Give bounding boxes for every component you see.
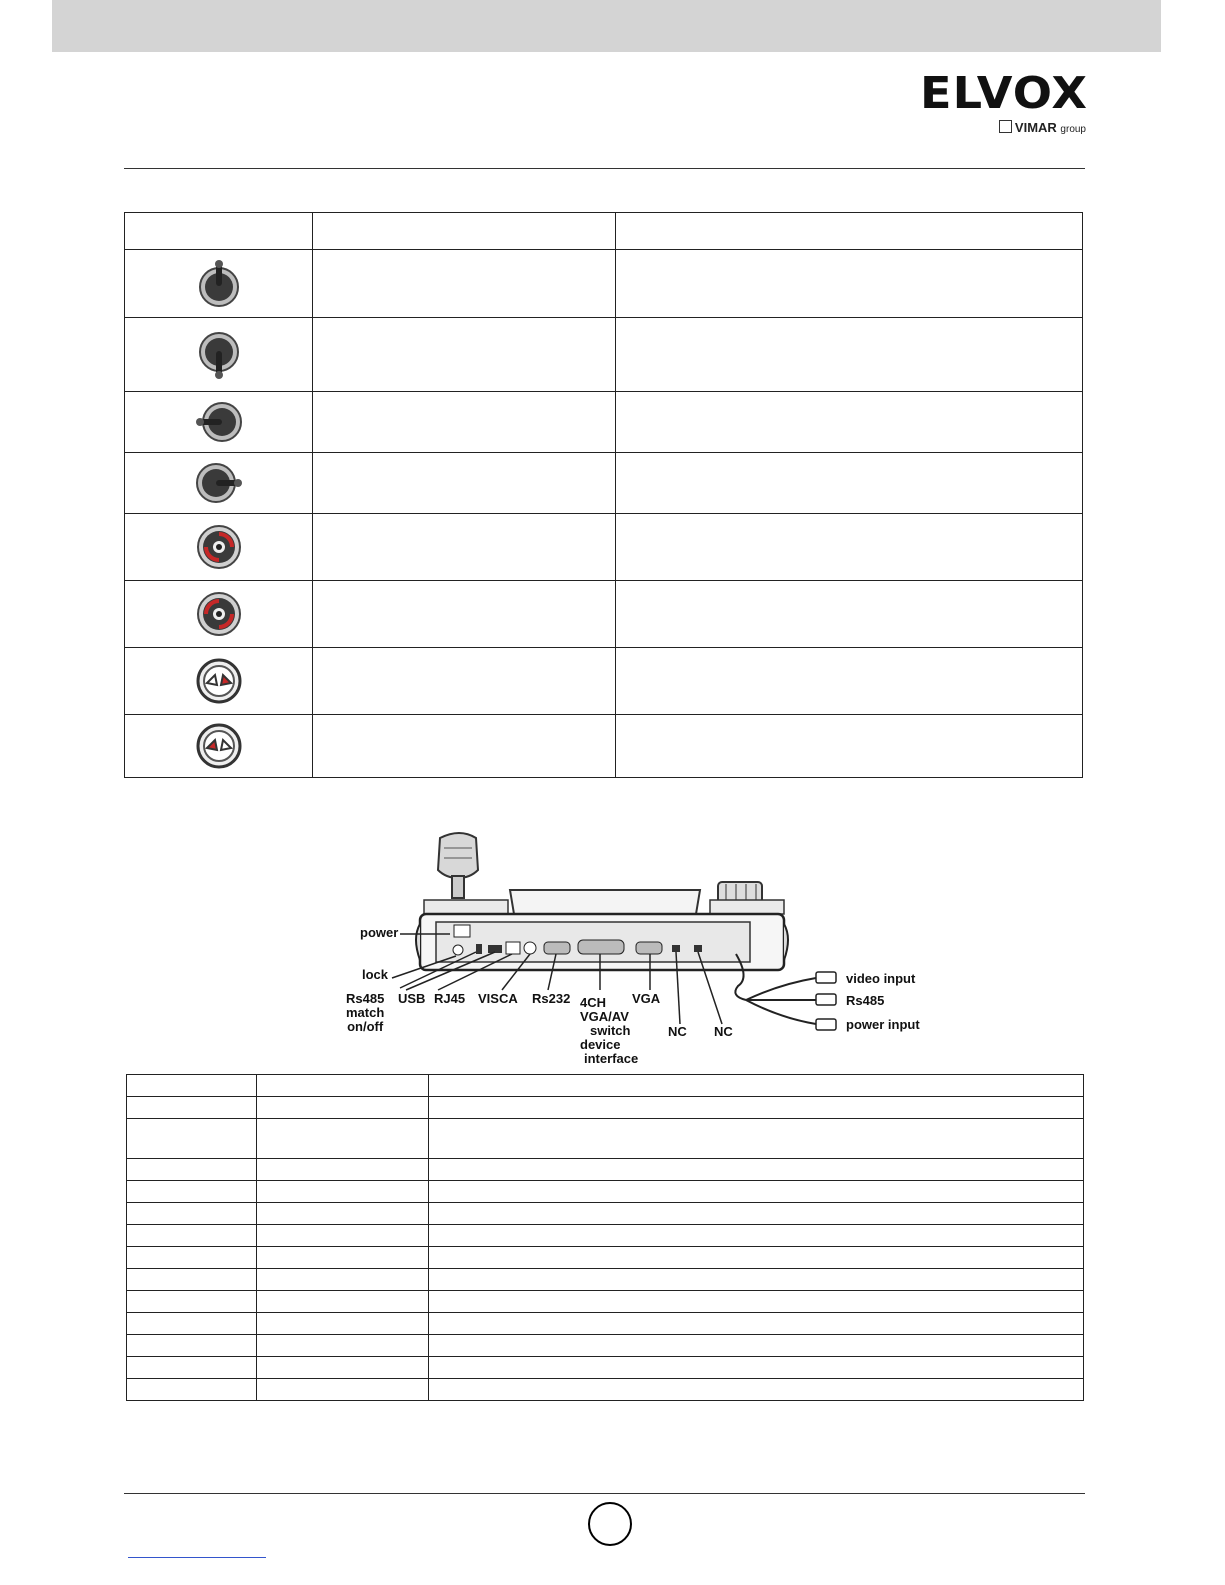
logo-subbrand-suffix: group bbox=[1060, 124, 1086, 135]
icon-cell bbox=[125, 581, 313, 648]
logo-subbrand-name: VIMAR bbox=[1014, 120, 1057, 135]
table-row bbox=[125, 715, 1083, 778]
label-rj45: RJ45 bbox=[434, 991, 466, 1006]
label-usb: USB bbox=[398, 991, 426, 1006]
keyboard-rear-illustration bbox=[340, 828, 940, 1073]
footer-rule bbox=[124, 1493, 1085, 1494]
label-rs485-match-line3: on/off bbox=[347, 1019, 384, 1034]
header-cell-icon bbox=[125, 213, 313, 250]
table-row bbox=[127, 1097, 1084, 1119]
label-switch-line5: interface bbox=[584, 1051, 639, 1066]
joystick-left-icon bbox=[195, 396, 243, 448]
header-cell-number bbox=[127, 1075, 257, 1097]
table-cell bbox=[257, 1159, 429, 1181]
table-cell bbox=[429, 1379, 1084, 1401]
interfaces-table bbox=[126, 1074, 1084, 1401]
label-power: power bbox=[360, 925, 399, 940]
table-row bbox=[127, 1379, 1084, 1401]
table-row bbox=[127, 1225, 1084, 1247]
table-cell bbox=[127, 1357, 257, 1379]
table-row bbox=[127, 1291, 1084, 1313]
action-cell bbox=[313, 250, 616, 318]
description-cell bbox=[616, 250, 1083, 318]
header-cell-interface bbox=[257, 1075, 429, 1097]
logo-wordmark: ELVOX bbox=[920, 68, 1089, 119]
table-cell bbox=[429, 1357, 1084, 1379]
rear-panel-diagram bbox=[340, 828, 940, 1073]
table-cell bbox=[429, 1313, 1084, 1335]
table-row bbox=[127, 1181, 1084, 1203]
table-cell bbox=[429, 1225, 1084, 1247]
action-cell bbox=[313, 715, 616, 778]
table-cell bbox=[257, 1097, 429, 1119]
table-row bbox=[125, 318, 1083, 392]
table-cell bbox=[257, 1313, 429, 1335]
label-nc-1: NC bbox=[668, 1024, 687, 1039]
label-nc-2: NC bbox=[714, 1024, 733, 1039]
joystick-right-icon bbox=[195, 457, 243, 509]
table-cell bbox=[127, 1097, 257, 1119]
joystick-rotate-clockwise-icon bbox=[195, 521, 243, 573]
label-video-input: video input bbox=[846, 971, 916, 986]
description-cell bbox=[616, 581, 1083, 648]
table-cell bbox=[257, 1225, 429, 1247]
table-cell bbox=[127, 1181, 257, 1203]
table-cell bbox=[257, 1119, 429, 1159]
label-rs485-match-line2: match bbox=[346, 1005, 385, 1020]
description-cell bbox=[616, 392, 1083, 453]
brand-logo bbox=[920, 70, 1088, 140]
table-cell bbox=[257, 1379, 429, 1401]
table-cell bbox=[257, 1291, 429, 1313]
header-rule bbox=[124, 168, 1085, 169]
table-cell bbox=[257, 1181, 429, 1203]
joystick-rotate-counterclockwise-icon bbox=[195, 588, 243, 640]
table-cell bbox=[127, 1225, 257, 1247]
table-row bbox=[127, 1159, 1084, 1181]
description-cell bbox=[616, 715, 1083, 778]
label-rs232: Rs232 bbox=[532, 991, 571, 1006]
table-cell bbox=[429, 1291, 1084, 1313]
interfaces-table-header-row bbox=[127, 1075, 1084, 1097]
joystick-down-icon bbox=[195, 329, 243, 381]
table-cell bbox=[429, 1119, 1084, 1159]
label-rs485: Rs485 bbox=[846, 993, 885, 1008]
description-cell bbox=[616, 318, 1083, 392]
footer-link-underline[interactable] bbox=[128, 1557, 266, 1558]
description-cell bbox=[616, 453, 1083, 514]
label-switch-interface bbox=[580, 996, 638, 1066]
table-cell bbox=[127, 1269, 257, 1291]
controls-table bbox=[124, 212, 1083, 778]
table-cell bbox=[429, 1159, 1084, 1181]
table-row bbox=[127, 1335, 1084, 1357]
table-cell bbox=[127, 1291, 257, 1313]
logo-subbrand bbox=[999, 120, 1086, 138]
action-cell bbox=[313, 514, 616, 581]
table-row bbox=[127, 1247, 1084, 1269]
icon-cell bbox=[125, 648, 313, 715]
action-cell bbox=[313, 648, 616, 715]
table-cell bbox=[429, 1247, 1084, 1269]
table-cell bbox=[429, 1203, 1084, 1225]
table-row bbox=[125, 648, 1083, 715]
header-cell-action bbox=[313, 213, 616, 250]
label-vga: VGA bbox=[632, 991, 661, 1006]
page-number-circle bbox=[588, 1502, 632, 1546]
controls-table-header-row bbox=[125, 213, 1083, 250]
table-row bbox=[127, 1203, 1084, 1225]
header-cell-function bbox=[429, 1075, 1084, 1097]
icon-cell bbox=[125, 250, 313, 318]
joystick-twist-left-icon bbox=[195, 720, 243, 772]
shield-icon bbox=[999, 120, 1012, 133]
table-cell bbox=[257, 1335, 429, 1357]
label-switch-line3: switch bbox=[590, 1023, 631, 1038]
action-cell bbox=[313, 581, 616, 648]
table-row bbox=[127, 1119, 1084, 1159]
icon-cell bbox=[125, 514, 313, 581]
table-cell bbox=[257, 1269, 429, 1291]
icon-cell bbox=[125, 453, 313, 514]
table-cell bbox=[127, 1159, 257, 1181]
table-row bbox=[127, 1269, 1084, 1291]
label-rs485-match-line1: Rs485 bbox=[346, 991, 385, 1006]
table-cell bbox=[257, 1203, 429, 1225]
joystick-twist-right-icon bbox=[195, 655, 243, 707]
table-cell bbox=[257, 1247, 429, 1269]
table-row bbox=[125, 581, 1083, 648]
table-cell bbox=[257, 1357, 429, 1379]
label-rs485-match bbox=[346, 992, 384, 1034]
action-cell bbox=[313, 318, 616, 392]
label-switch-line2: VGA/AV bbox=[580, 1009, 629, 1024]
label-power-input: power input bbox=[846, 1017, 920, 1032]
label-visca: VISCA bbox=[478, 991, 518, 1006]
action-cell bbox=[313, 453, 616, 514]
table-cell bbox=[127, 1335, 257, 1357]
table-row bbox=[125, 392, 1083, 453]
icon-cell bbox=[125, 392, 313, 453]
description-cell bbox=[616, 648, 1083, 715]
table-row bbox=[125, 250, 1083, 318]
table-cell bbox=[127, 1313, 257, 1335]
action-cell bbox=[313, 392, 616, 453]
table-cell bbox=[127, 1119, 257, 1159]
table-row bbox=[127, 1313, 1084, 1335]
header-cell-description bbox=[616, 213, 1083, 250]
icon-cell bbox=[125, 715, 313, 778]
table-cell bbox=[127, 1203, 257, 1225]
label-switch-line4: device bbox=[580, 1037, 621, 1052]
description-cell bbox=[616, 514, 1083, 581]
label-switch-line1: 4CH bbox=[580, 995, 607, 1010]
table-cell bbox=[127, 1379, 257, 1401]
table-cell bbox=[429, 1335, 1084, 1357]
table-row bbox=[125, 514, 1083, 581]
table-cell bbox=[127, 1247, 257, 1269]
icon-cell bbox=[125, 318, 313, 392]
label-lock: lock bbox=[362, 967, 389, 982]
table-cell bbox=[429, 1269, 1084, 1291]
table-cell bbox=[429, 1181, 1084, 1203]
joystick-up-icon bbox=[195, 258, 243, 310]
table-cell bbox=[429, 1097, 1084, 1119]
header-band bbox=[52, 0, 1161, 52]
table-row bbox=[127, 1357, 1084, 1379]
table-row bbox=[125, 453, 1083, 514]
